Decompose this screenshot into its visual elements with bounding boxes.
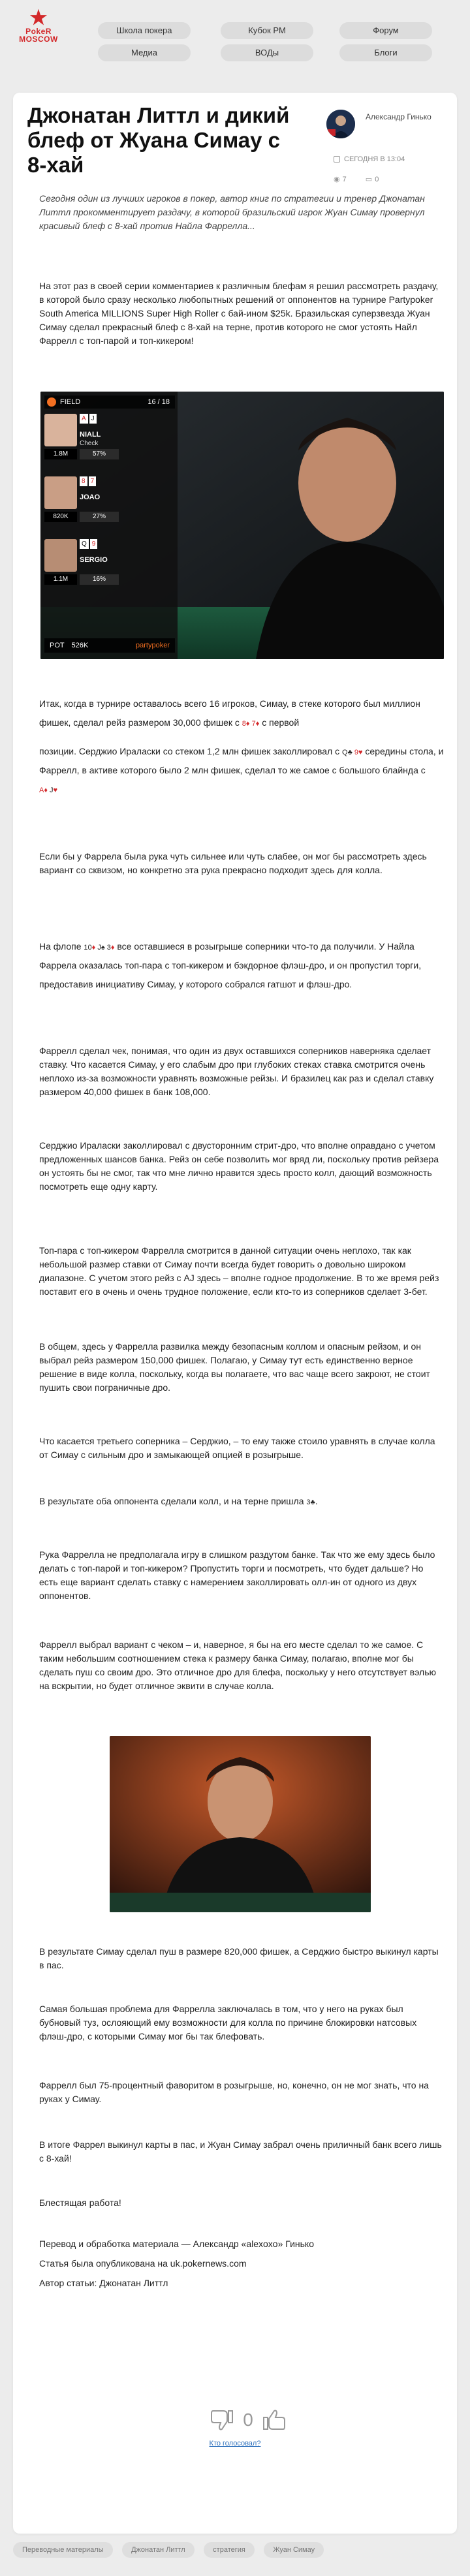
comments-count: 0 (375, 176, 379, 183)
brand-label: partypoker (136, 642, 170, 649)
publish-date (334, 155, 405, 163)
field-bar (44, 396, 175, 409)
tag-list (13, 2542, 330, 2558)
comment-icon: ▭ (365, 176, 373, 183)
article-stats (334, 175, 379, 183)
sergio-cards: Q 9 (80, 540, 97, 548)
article-title: Джонатан Литтл и дикий блеф от Жуана Симау с 8-хай (27, 103, 290, 177)
field-label: FIELD (60, 398, 81, 406)
p2-text: Итак, когда в турнире оставалось всего 16 игроков, Симау, в стеке которого был миллион фишек, сделал рейз размером 30,000 фишек с (39, 698, 420, 728)
simau-card2-suit: ♦ (255, 720, 260, 728)
partypoker-icon (47, 397, 56, 407)
field-count: 16 / 18 (148, 398, 170, 406)
paragraph-14: В результате Симау сделал пуш в размере 820,000 фишек, а Серджио быстро выкинул карты в пас. (39, 1946, 439, 1970)
joao-photo (44, 476, 77, 509)
stack3: 1.1M (44, 574, 77, 585)
sergio-card1-suit: ♣ (347, 749, 352, 756)
nav-forum[interactable]: Форум (339, 22, 432, 39)
simau-hand (242, 719, 260, 728)
article-lead: Сегодня один из лучших игроков в покер, автор книг по стратегии и тренер Джонатан Литтл прокомментирует раздачу, в которой бразильский игрок Жуан Симау провернул красивый блеф с 8-хай против Найла Фаррелла... (39, 193, 425, 231)
equity1: 57% (80, 449, 119, 459)
paragraph-10: Что касается третьего соперника – Серджио, – то ему также стоило уравнять в случае колла от Симау с сильным дро и замыкающей опцией в розыгрыше. (39, 1436, 435, 1460)
p2-suffix: с первой (262, 717, 300, 728)
flop-card2-rank: J (97, 944, 101, 952)
who-voted-link[interactable]: Кто голосовал? (209, 2440, 261, 2447)
thumbs-down-icon[interactable] (209, 2407, 235, 2433)
farrell-card1-rank: A (39, 786, 44, 794)
player1-action: Check (80, 440, 99, 447)
credit-source: Статья была опубликована на uk.pokernews.com (39, 2258, 247, 2269)
logo-word-1: PokeR (25, 27, 52, 36)
p5-text: На флопе (39, 941, 82, 952)
stack1: 1.8M (44, 449, 77, 459)
author-name[interactable]: Александр Гинько (366, 112, 431, 121)
calendar-icon (334, 156, 340, 163)
p5-text-b: все оставшиеся в розыгрыше соперники что-то да получили. У Найла Фаррела оказалась топ-пара с топ-кикером и бэкдорное флэш-дро, и он пропустил торги, предоставив инициативу Симау, у которого собрался гатшот и флэш-дро. (39, 941, 422, 989)
equity3: 16% (80, 574, 119, 585)
credit-translation: Перевод и обработка материала — Александр «alexoxo» Гинько (39, 2239, 314, 2249)
simau-portrait-photo (110, 1736, 371, 1912)
tag-translations[interactable]: Переводные материалы (13, 2542, 113, 2558)
paragraph-18: Блестящая работа! (39, 2197, 121, 2208)
sergio-photo (44, 539, 77, 572)
niall-cards: A J (80, 415, 97, 422)
paragraph-17: В итоге Фаррел выкинул карты в пас, и Жуан Симау забрал очень приличный банк всего лишь с 8-хай! (39, 2139, 442, 2164)
tag-strategy[interactable]: стратегия (204, 2542, 255, 2558)
p3-text-b: середины стола, и Фаррелл, в активе которого было 2 млн фишек, сделал то же самое с большого блайнда с (39, 746, 444, 775)
hud-overlay (44, 396, 175, 655)
date-text: СЕГОДНЯ В 13:04 (344, 155, 405, 163)
paragraph-3 (39, 742, 444, 799)
logo-word-2: MOSCOW (19, 35, 58, 44)
player3-name: SERGIO (80, 556, 108, 564)
paragraph-15: Самая большая проблема для Фаррелла заключалась в том, что у него на руках был бубновый туз, ослояющий ему возможности для колла по причине блокировки натсовых флэш-дро, с которыми Симау мог бы так блефовать. (39, 2004, 417, 2041)
equity2: 27% (80, 512, 119, 522)
pot-label: POT (50, 642, 65, 649)
simau-card1-suit: ♦ (245, 720, 250, 728)
tag-joao-simao[interactable]: Жуан Симау (264, 2542, 324, 2558)
p3-text: позиции. Серджио Ираласки со стеком 1,2 млн фишек заколлировал с (39, 746, 340, 756)
farrell-card2-rank: J (50, 786, 54, 794)
views-count: 7 (342, 176, 347, 183)
paragraph-4: Если бы у Фаррела была рука чуть сильнее или чуть слабее, он мог бы рассмотреть здесь вариант со сквизом, но конкретно эта рука прекрасно подходит здесь для колла. (39, 851, 427, 875)
niall-photo (44, 414, 77, 446)
farrell-card2-suit: ♥ (53, 786, 58, 794)
like-count: 0 (243, 2410, 253, 2430)
turn-card-rank: 3 (306, 1498, 311, 1506)
paragraph-7: Серджио Ираласки заколлировал с двусторонним стрит-дро, что вполне оправдано с учетом предложенных шансов банка. Рейз он себе позволить мог вряд ли, поскольку против рейзера он устоять бы не смог, так что мне лично нравится здесь просто колл, дающий возможность посмотреть еще одну карту. (39, 1140, 439, 1192)
sergio-hand (342, 748, 363, 757)
eye-icon: ◉ (334, 176, 340, 183)
nav-vods[interactable]: ВОДы (221, 44, 313, 61)
player2-name: JOAO (80, 493, 101, 501)
nav-blogs[interactable]: Блоги (339, 44, 432, 61)
stack2: 820K (44, 512, 77, 522)
credit-author: Автор статьи: Джонатан Литтл (39, 2278, 168, 2288)
nav-media[interactable]: Медиа (98, 44, 191, 61)
paragraph-6: Фаррелл сделал чек, понимая, что один из двух оставшихся соперников наверняка сделает ставку. Что касается Симау, у его слабым дро при глубоких стеках ставка смотрится очень неплохо из-за возможности уравнять возможные рейзы. И бразилец как раз и сделал ставку размером 40,000 фишек в банк 108,000. (39, 1046, 434, 1097)
site-header (0, 0, 470, 72)
paragraph-12: Рука Фаррелла не предполагала игру в слишком раздутом банке. Так что же ему здесь было делать с топ-парой и топ-кикером? Пропустить торги и посмотреть, что будет дальше? Но есть еще вариант сделать ставку с намерением заколлировать олл-ин от одного из двух оппонентов. (39, 1549, 435, 1601)
turn-card (306, 1498, 315, 1507)
paragraph-1: На этот раз в своей серии комментариев к различным блефам я решил рассмотреть раздачу, в которой было сразу несколько любопытных решений от оппонентов на турнире Partypoker South America MILLIONS Super High Roller с бай-ином $25k. Бразильская суперзвезда Жуан Симау сделал прекрасный блеф с 8-хай на терне, против которого не смог устоять Найл Фаррелл с топ-парой и топ-кикером! (39, 281, 439, 346)
flop-card1-rank: 10 (84, 944, 92, 952)
turn-card-suit: ♣ (310, 1498, 315, 1506)
pot-bar (44, 638, 175, 653)
tag-jonathan-little[interactable]: Джонатан Литтл (122, 2542, 195, 2558)
nav-pm-cup[interactable]: Кубок РМ (221, 22, 313, 39)
sergio-card2-suit: ♥ (358, 749, 363, 756)
paragraph-13: Фаррелл выбрал вариант с чеком – и, наверное, я бы на его месте сделал то же самое. С таким небольшим соотношением стека к размеру банка Симау, полагаю, вполне мог бы сделать пуш со своим дро. Это отличное дро для блефа, поскольку у него отсутствует вэлью на вскрытии, но будет отличное эквити в случае колла. (39, 1639, 436, 1691)
farrell-card1-suit: ♦ (44, 786, 48, 794)
flop-card3-suit: ♦ (110, 944, 115, 952)
thumbs-up-icon[interactable] (261, 2407, 287, 2433)
simau-card2-rank: 7 (251, 720, 256, 728)
farrell-hand (39, 786, 57, 795)
paragraph-2 (39, 694, 444, 732)
flop-card3-rank: 3 (106, 944, 111, 952)
sergio-card2-rank: 9 (354, 749, 358, 756)
paragraph-5 (39, 937, 444, 994)
flop-cards (84, 943, 114, 952)
nav-poker-school[interactable]: Школа покера (98, 22, 191, 39)
paragraph-9: В общем, здесь у Фаррелла развилка между безопасным коллом и опасным рейзом, и он выбрал рейз размером 150,000 фишек. Полагаю, у Симау тут есть единственно верное решение в виде колла, поскольку, когда вы полагаете, что вас чаще всего закроют, не стоит пушить свои пограничные дро. (39, 1341, 430, 1393)
paragraph-8: Топ-пара с топ-кикером Фаррелла смотрится в данной ситуации очень неплохо, так как небольшой размер ставки от Симау почти всегда будет говорить о довольно широком диапазоне. С учетом этого рейз с AJ здесь – вполне годное продолжение. В то же время рейз поставит его в очень и очень трудное положение, если кто-то из соперников сделает 3-бет. (39, 1245, 439, 1297)
player1-name: NIALL (80, 431, 101, 439)
logo-star-icon: ★ (29, 7, 48, 29)
paragraph-11: В результате оба оппонента сделали колл, и на терне пришла 3♣. (39, 1496, 318, 1506)
author-avatar[interactable] (326, 110, 355, 138)
simau-card1-rank: 8 (242, 720, 246, 728)
p11-text: В результате оба оппонента сделали колл, и на терне пришла (39, 1496, 304, 1506)
like-widget (209, 2407, 287, 2433)
flop-card1-suit: ♦ (91, 944, 96, 952)
site-logo[interactable] (16, 9, 61, 43)
paragraph-16: Фаррелл был 75-процентный фаворитом в розыгрыше, но, конечно, он не мог знать, что на руках у Симау. (39, 2080, 429, 2104)
flop-card2-suit: ♠ (101, 944, 105, 952)
sergio-card1-rank: Q (342, 749, 348, 756)
joao-cards: 8 7 (80, 478, 96, 485)
pot-value: 526K (71, 642, 89, 649)
